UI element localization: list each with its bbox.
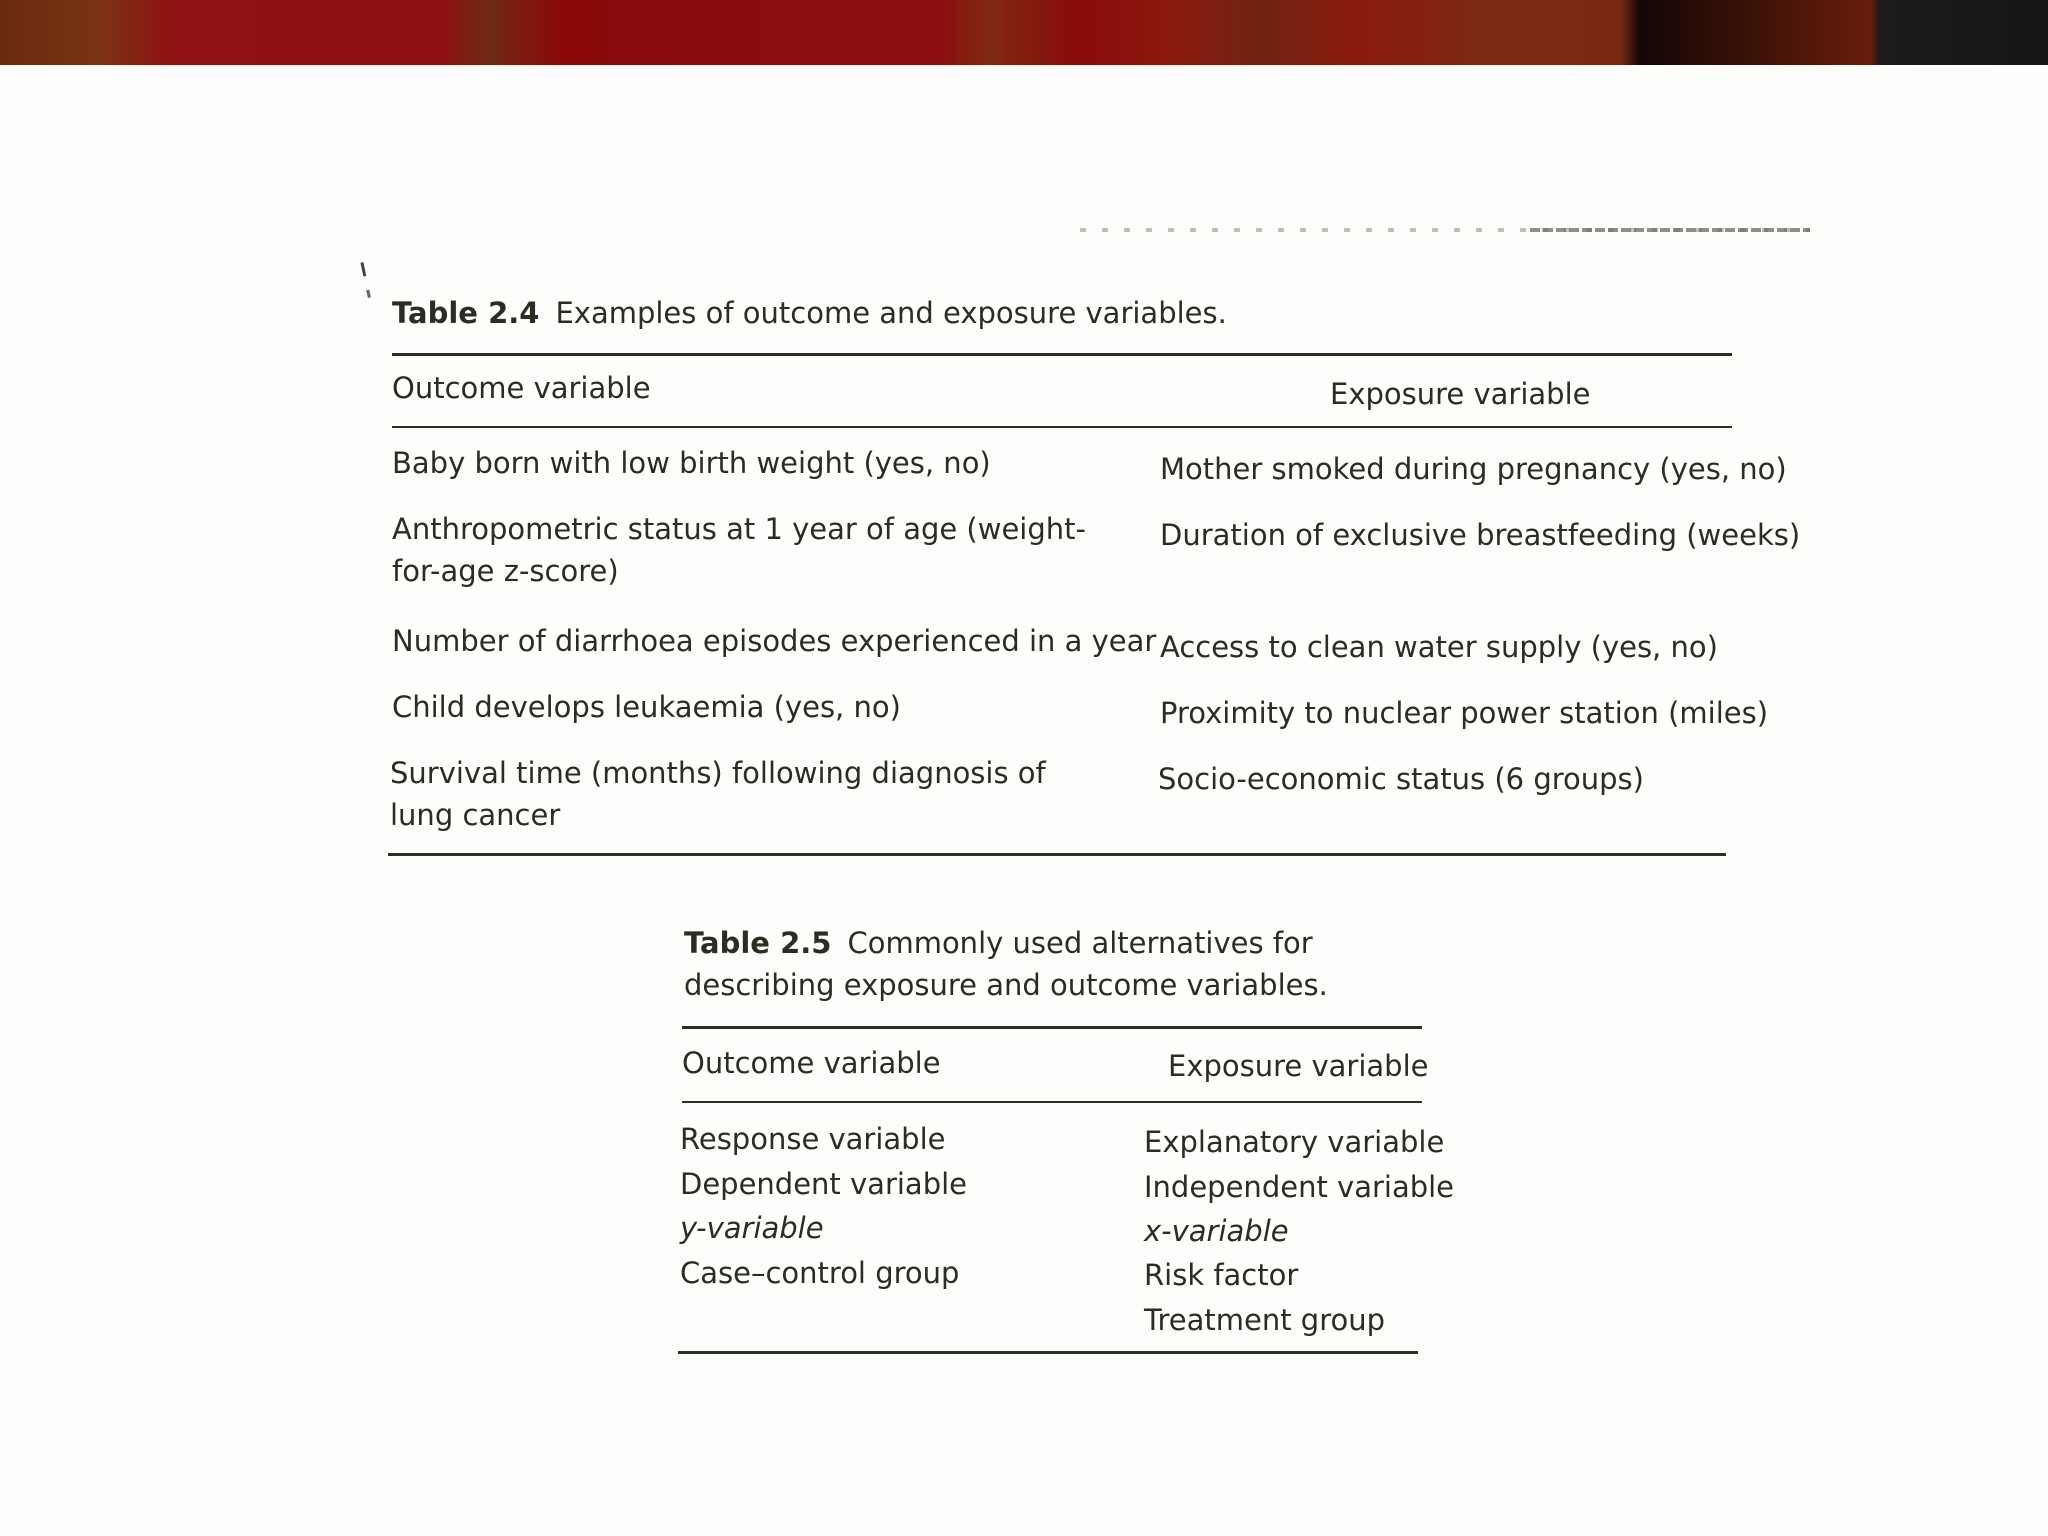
table-2-5-bottom-rule <box>678 1351 1418 1354</box>
table-2-4-caption <box>392 292 1732 334</box>
table-2-4-header-exposure: Exposure variable <box>1330 377 1591 411</box>
table-2-4-row-2-outcome: Anthropometric status at 1 year of age (weight-for-age z-score) <box>392 512 1086 588</box>
table-2-4-label: Table 2.4 <box>392 296 540 330</box>
scan-artifact-dense <box>1530 228 1810 232</box>
slide-header-bar <box>0 0 2048 65</box>
table-2-5-exposure-5: Treatment group <box>1144 1303 1386 1337</box>
table-2-5-label: Table 2.5 <box>684 926 832 960</box>
table-2-5-header-rule <box>682 1101 1422 1103</box>
table-2-5-exposure-2: Independent variable <box>1144 1170 1455 1204</box>
table-2-5-exposure-1: Explanatory variable <box>1144 1125 1445 1159</box>
table-2-4-bottom-rule <box>388 853 1726 856</box>
table-2-4-top-rule <box>392 353 1732 356</box>
table-2-4-header-rule <box>392 426 1732 428</box>
table-2-4-row-3-outcome: Number of diarrhoea episodes experienced in a year <box>392 624 1157 658</box>
table-2-5-outcome-1: Response variable <box>680 1122 946 1156</box>
table-2-5-outcome-2: Dependent variable <box>680 1167 968 1201</box>
table-2-4-row-4-outcome: Child develops leukaemia (yes, no) <box>392 690 901 724</box>
table-2-5-exposure-4: Risk factor <box>1144 1258 1299 1292</box>
margin-mark <box>360 262 372 306</box>
table-2-4-row-4-exposure: Proximity to nuclear power station (miles) <box>1160 696 1769 730</box>
table-2-4-row-2-exposure: Duration of exclusive breastfeeding (weeks) <box>1160 518 1801 552</box>
table-2-4-row-1-outcome: Baby born with low birth weight (yes, no) <box>392 446 991 480</box>
table-2-5-caption <box>684 922 1424 1006</box>
table-2-5-outcome-3: y-variable <box>680 1211 824 1245</box>
table-2-5-outcome-4: Case–control group <box>680 1256 960 1290</box>
table-2-4-header-outcome: Outcome variable <box>392 371 651 405</box>
table-2-5-header-outcome: Outcome variable <box>682 1046 941 1080</box>
table-2-5-caption-text: Commonly used alternatives for describing exposure and outcome variables. <box>684 926 1328 1002</box>
table-2-5-header-exposure: Exposure variable <box>1168 1049 1429 1083</box>
table-2-4-row-1-exposure: Mother smoked during pregnancy (yes, no) <box>1160 452 1787 486</box>
table-2-4-row-5-outcome: Survival time (months) following diagnosis of lung cancer <box>390 756 1046 832</box>
table-2-4-row-5-exposure: Socio-economic status (6 groups) <box>1158 762 1644 796</box>
table-2-4-row-3-exposure: Access to clean water supply (yes, no) <box>1160 630 1718 664</box>
table-2-5-exposure-3: x-variable <box>1144 1214 1289 1248</box>
table-2-5-top-rule <box>682 1026 1422 1029</box>
table-2-4-caption-text: Examples of outcome and exposure variables. <box>555 296 1227 330</box>
